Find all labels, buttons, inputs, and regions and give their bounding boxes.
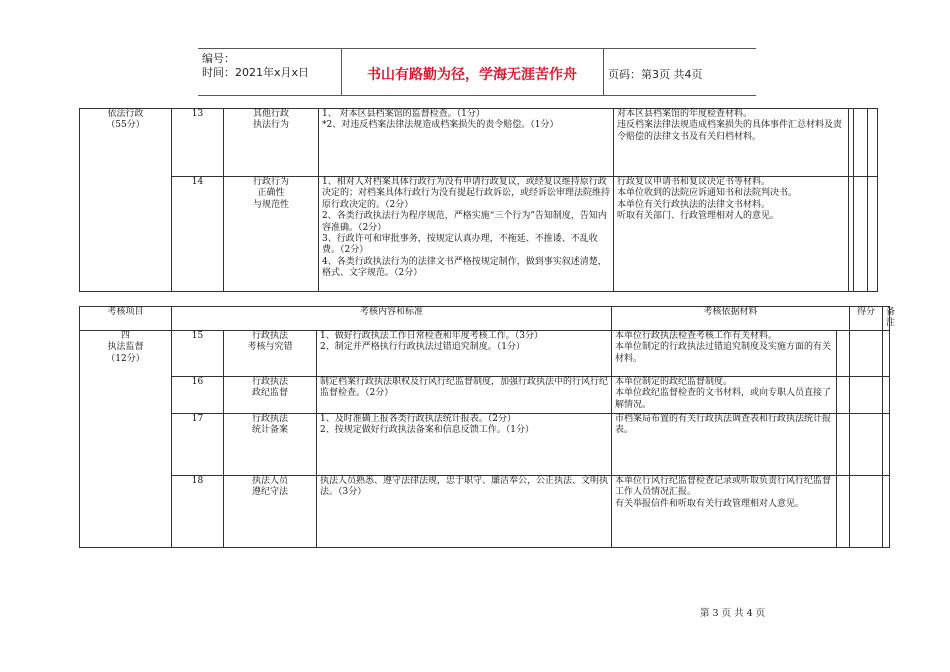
extra-cell: [837, 376, 850, 413]
content-cell: 制定档案行政执法职权及行风行纪监督制度，加强行政执法中的行风行纪监督检查。（2分）: [317, 376, 612, 413]
score-cell: [850, 330, 883, 376]
score-cell: [850, 376, 883, 413]
table-row: [80, 475, 890, 547]
row-number: 14: [172, 177, 224, 292]
table-header-row: [80, 307, 890, 331]
score-cell: [850, 475, 883, 547]
table-row: [80, 177, 878, 292]
item-cell: 行政行为 正确性 与规范性: [224, 177, 319, 292]
table-row: [80, 330, 890, 376]
header-content: 考核内容和标准: [172, 307, 612, 331]
item-cell: 行政执法 考核与究错: [224, 330, 317, 376]
item-cell: 其他行政 执法行为: [224, 109, 319, 177]
remark-cell: [883, 475, 890, 547]
header-remark: 备注: [883, 307, 890, 331]
page-footer: 第 3 页 共 4 页: [700, 608, 766, 619]
category-cell: 依法行政 （55分）: [80, 109, 172, 292]
item-cell: 执法人员 遵纪守法: [224, 475, 317, 547]
remark-cell: [883, 413, 890, 475]
basis-cell: 对本区县档案馆的年度检查材料。 违反档案法律法规造成档案损失的具体事件汇总材料及责令赔偿的法律文书及有关归档材料。: [614, 109, 849, 177]
row-number: 13: [172, 109, 224, 177]
score-cell: [854, 109, 868, 177]
header-motto: 书山有路勤为径，学海无涯苦作舟: [367, 67, 577, 83]
table-row: [80, 413, 890, 475]
remark-cell: [868, 109, 878, 177]
extra-cell: [837, 413, 850, 475]
row-number: 15: [172, 330, 224, 376]
header-divider: [603, 49, 604, 95]
category-cell: 四 执法监督 （12分）: [80, 330, 172, 547]
header-meta: [202, 52, 309, 80]
content-cell: 1、做好行政执法工作日常检查和年度考核工作。（3分） 2、制定并严格执行行政执法过错追究制度。（1分）: [317, 330, 612, 376]
number-label: 编号：: [202, 52, 235, 65]
row-number: 17: [172, 413, 224, 475]
date-label: 时间：2021年x月x日: [202, 66, 310, 79]
score-cell: [854, 177, 868, 292]
header-category: 考核项目: [80, 307, 172, 331]
basis-cell: 市档案局布置的有关行政执法调查表和行政执法统计报表。: [612, 413, 837, 475]
basis-cell: 本单位制定的政纪监督制度。 本单位政纪监督检查的文书材料，或向专职人员直接了解情况。: [612, 376, 837, 413]
header-page-label: 页码：第3页 共4页: [608, 68, 703, 81]
basis-cell: 行政复议申请书和复议决定书等材料。 本单位收到的法院应诉通知书和法院判决书。 本单位有关行政执法的法律文书材料。 听取有关部门、行政管理相对人的意见。: [614, 177, 849, 292]
assessment-table: [79, 306, 896, 548]
row-number: 18: [172, 475, 224, 547]
extra-cell: [837, 330, 850, 376]
remark-cell: [883, 376, 890, 413]
content-cell: 1、及时准确上报各类行政执法统计报表。（2分） 2、按规定做好行政执法备案和信息反馈工作。（1分）: [317, 413, 612, 475]
content-cell: 执法人员熟悉、遵守法律法规，忠于职守、廉洁奉公，公正执法、文明执法。（3分）: [317, 475, 612, 547]
content-cell: 1、相对人对档案具体行政行为没有申请行政复议，或经复议维持原行政决定的；对档案具体行政行为没有提起行政诉讼，或经诉讼审理法院维持原行政决定的。（2分） 2、各类行政执法行为程序规范，严格实施“三个行为”告知制度，告知内容准确。（2分） 3、行政许可和审批事务，按规定认真办理，不拖延、不推诿、不乱收费。（2分） 4、各类行政执法行为的法律文书严格按规定制作，做到事实叙述清楚，格式、文字规范。（2分）: [319, 177, 614, 292]
content-cell: 1、 对本区县档案馆的监督检查。（1分） *2、对违反档案法律法规造成档案损失的责令赔偿。（1分）: [319, 109, 614, 177]
assessment-table-continued: [79, 108, 878, 292]
row-number: 16: [172, 376, 224, 413]
header-basis: 考核依据材料: [612, 307, 850, 331]
item-cell: 行政执法 统计备案: [224, 413, 317, 475]
basis-cell: 本单位行政执法检查考核工作有关材料。 本单位制定的行政执法过错追究制度及实施方面的有关材料。: [612, 330, 837, 376]
table-row: [80, 109, 878, 177]
table-row: [80, 376, 890, 413]
basis-cell: 本单位行风行纪监督检查记录或听取负责行风行纪监督工作人员情况汇报。 有关举报信件和听取有关行政管理相对人意见。: [612, 475, 837, 547]
score-cell: [850, 413, 883, 475]
remark-cell: [868, 177, 878, 292]
remark-cell: [883, 330, 890, 376]
item-cell: 行政执法 政纪监督: [224, 376, 317, 413]
extra-cell: [837, 475, 850, 547]
page-header: [198, 48, 756, 96]
header-score: 得分: [850, 307, 883, 331]
